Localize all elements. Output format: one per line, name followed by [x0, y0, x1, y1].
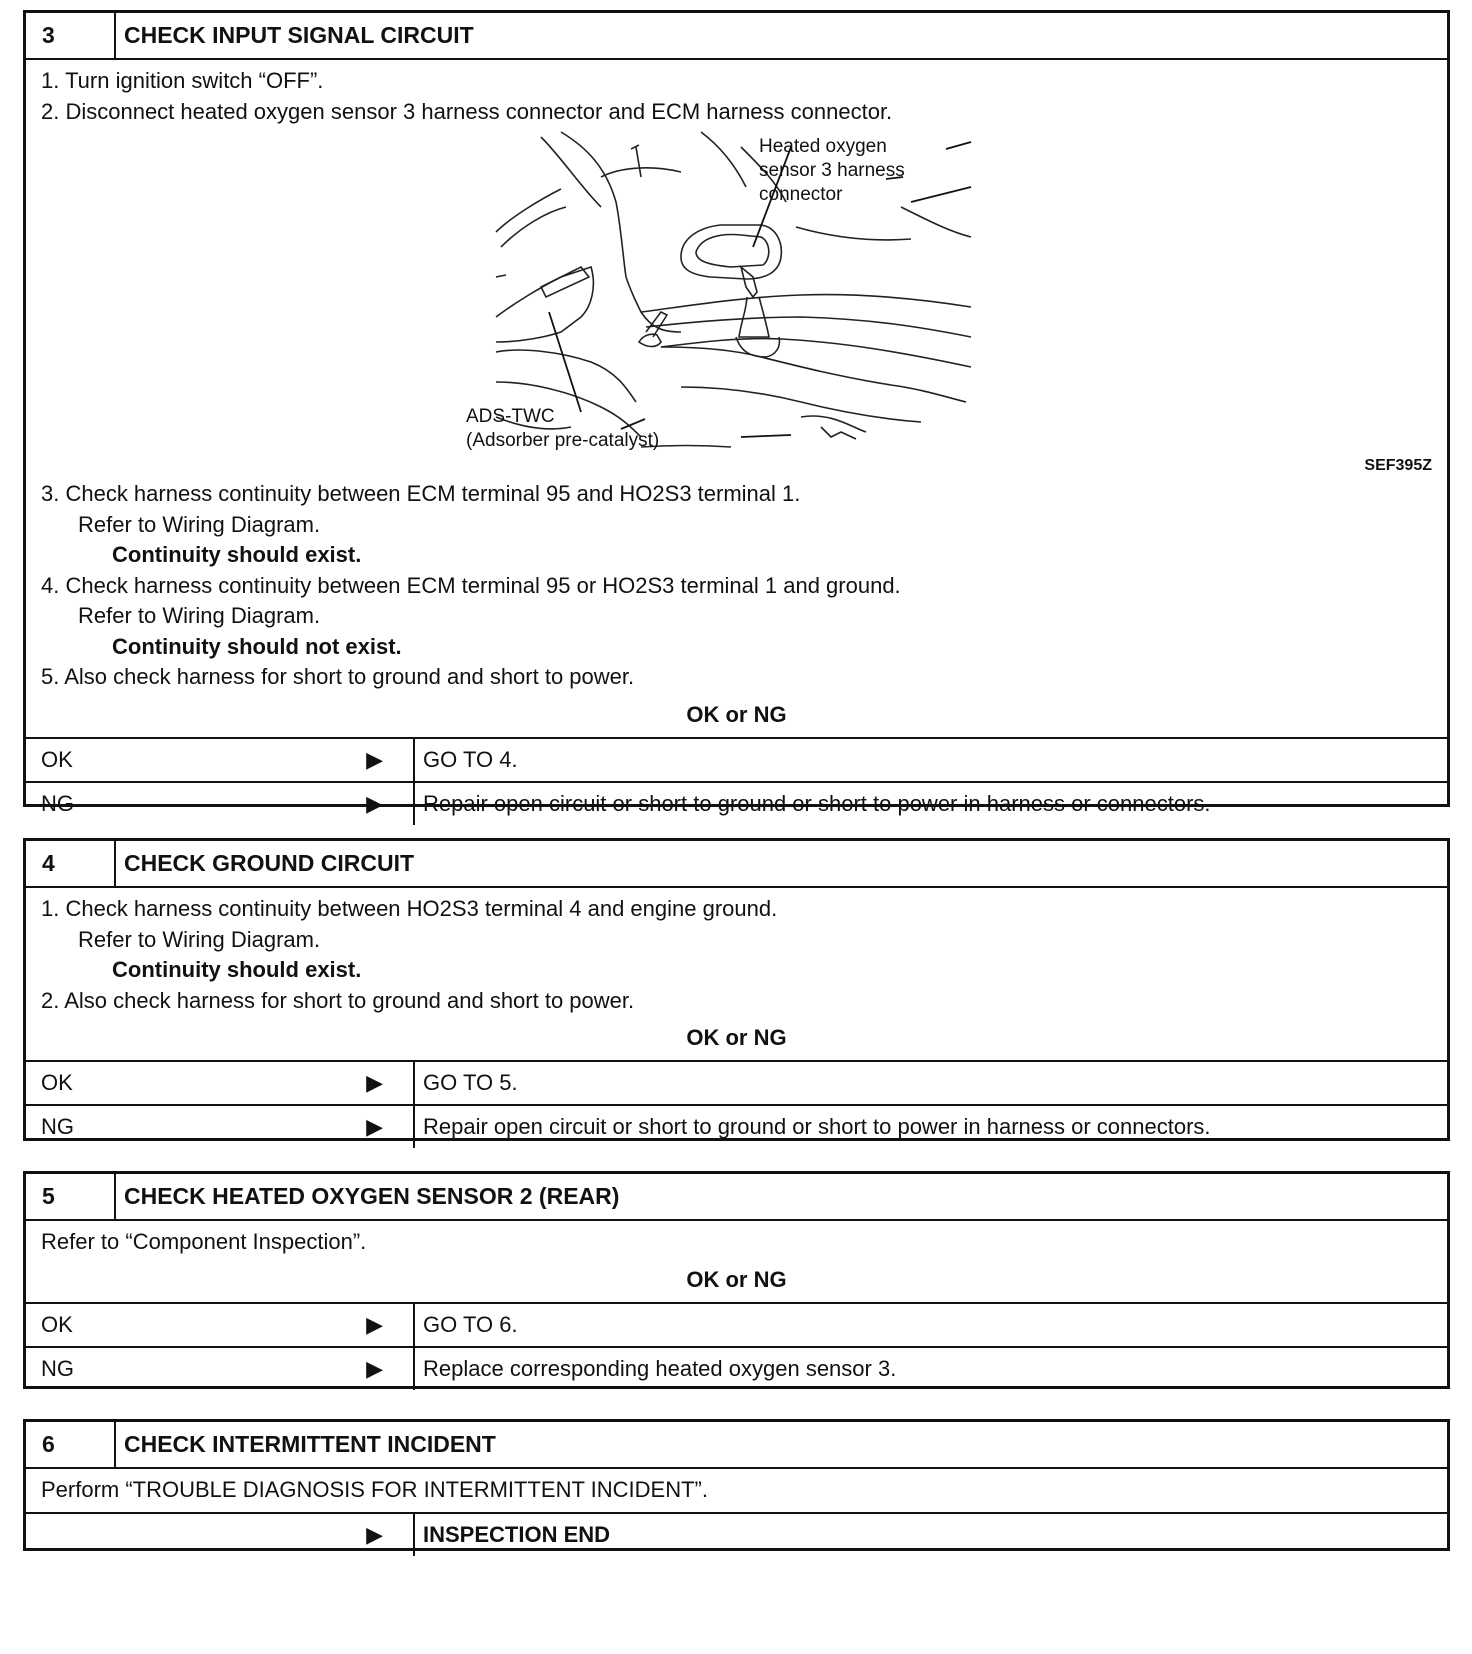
ok-or-ng-label: OK or NG: [686, 701, 787, 727]
step-title: CHECK GROUND CIRCUIT: [124, 850, 415, 876]
instruction-line: Refer to “Component Inspection”.: [41, 1229, 367, 1254]
instruction-line: Refer to Wiring Diagram.: [78, 511, 321, 537]
result-row-ng: [26, 1104, 1447, 1148]
result-value: Repair open circuit or short to ground or short to power in harness or connectors.: [423, 1114, 1211, 1139]
result-value: INSPECTION END: [423, 1521, 611, 1547]
result-key: OK: [41, 1311, 73, 1337]
result-key: NG: [41, 1355, 74, 1381]
figure-label-connector: Heated oxygen: [759, 136, 887, 157]
figure-label-twc: (Adsorber pre-catalyst): [466, 430, 660, 451]
instruction-line: Refer to Wiring Diagram.: [78, 926, 321, 952]
figure-code: SEF395Z: [1364, 457, 1432, 474]
step-body: [26, 60, 1447, 693]
result-key: NG: [41, 1114, 74, 1139]
figure-label-twc: ADS-TWC: [466, 406, 555, 427]
result-row-ok: [26, 1302, 1447, 1346]
instruction-line: Continuity should not exist.: [112, 633, 402, 659]
instruction-line: 2. Also check harness for short to ground and short to power.: [41, 987, 635, 1013]
instruction-line: Continuity should exist.: [112, 542, 362, 567]
step-header: [26, 13, 1447, 60]
instruction-line: 4. Check harness continuity between ECM terminal 95 or HO2S3 terminal 1 and ground.: [41, 572, 901, 598]
step-title: CHECK INTERMITTENT INCIDENT: [124, 1431, 496, 1457]
diagram-figure: [41, 127, 1432, 479]
result-row-ng: [26, 1346, 1447, 1390]
instruction-line: 1. Turn ignition switch “OFF”.: [41, 68, 324, 93]
result-row-ng: [26, 781, 1447, 825]
arrow-right-icon: ▶: [366, 1355, 383, 1381]
instruction-line: Perform “TROUBLE DIAGNOSIS FOR INTERMITTENT INCIDENT”.: [41, 1477, 708, 1502]
instruction-line: 2. Disconnect heated oxygen sensor 3 harness connector and ECM harness connector.: [41, 98, 893, 124]
step-body: [26, 1221, 1447, 1258]
ok-or-ng-label: OK or NG: [686, 1266, 787, 1292]
result-key: OK: [41, 746, 73, 772]
result-key: OK: [41, 1070, 73, 1095]
result-value: GO TO 6.: [423, 1311, 518, 1337]
arrow-right-icon: ▶: [366, 746, 383, 772]
arrow-right-icon: ▶: [366, 790, 383, 816]
ok-or-ng-label: OK or NG: [686, 1025, 787, 1050]
instruction-line: 5. Also check harness for short to ground and short to power.: [41, 664, 635, 689]
result-key: NG: [41, 790, 74, 816]
step-number: 3: [26, 13, 116, 58]
step-6-box: [23, 1419, 1450, 1551]
instruction-line: Refer to Wiring Diagram.: [78, 603, 321, 628]
step-header: [26, 841, 1447, 888]
arrow-right-icon: ▶: [366, 1070, 383, 1095]
step-title: CHECK INPUT SIGNAL CIRCUIT: [124, 22, 474, 48]
step-4-box: [23, 838, 1450, 1141]
figure-label-connector: connector: [759, 184, 843, 205]
instruction-line: 1. Check harness continuity between HO2S3 terminal 4 and engine ground.: [41, 896, 778, 921]
step-5-box: [23, 1171, 1450, 1389]
step-body: [26, 1469, 1447, 1512]
exhaust-diagram-illustration: [41, 127, 1441, 479]
result-row-ok: [26, 1060, 1447, 1104]
step-header: [26, 1422, 1447, 1469]
step-header: [26, 1174, 1447, 1221]
result-row-ok: [26, 737, 1447, 781]
step-number: 5: [26, 1174, 116, 1219]
step-title: CHECK HEATED OXYGEN SENSOR 2 (REAR): [124, 1183, 620, 1209]
instruction-line: Continuity should exist.: [112, 957, 362, 982]
result-value: Replace corresponding heated oxygen sensor 3.: [423, 1355, 897, 1381]
result-row-end: [26, 1512, 1447, 1556]
instruction-line: 3. Check harness continuity between ECM terminal 95 and HO2S3 terminal 1.: [41, 481, 801, 506]
arrow-right-icon: ▶: [366, 1521, 383, 1547]
arrow-right-icon: ▶: [366, 1311, 383, 1337]
result-value: GO TO 4.: [423, 746, 518, 772]
step-body: [26, 888, 1447, 1016]
step-number: 6: [26, 1422, 116, 1467]
step-number: 4: [26, 841, 116, 886]
step-3-box: [23, 10, 1450, 816]
result-value: GO TO 5.: [423, 1070, 518, 1095]
figure-label-connector: sensor 3 harness: [759, 160, 905, 181]
result-value: Repair open circuit or short to ground or short to power in harness or connectors.: [423, 790, 1211, 816]
arrow-right-icon: ▶: [366, 1114, 383, 1139]
